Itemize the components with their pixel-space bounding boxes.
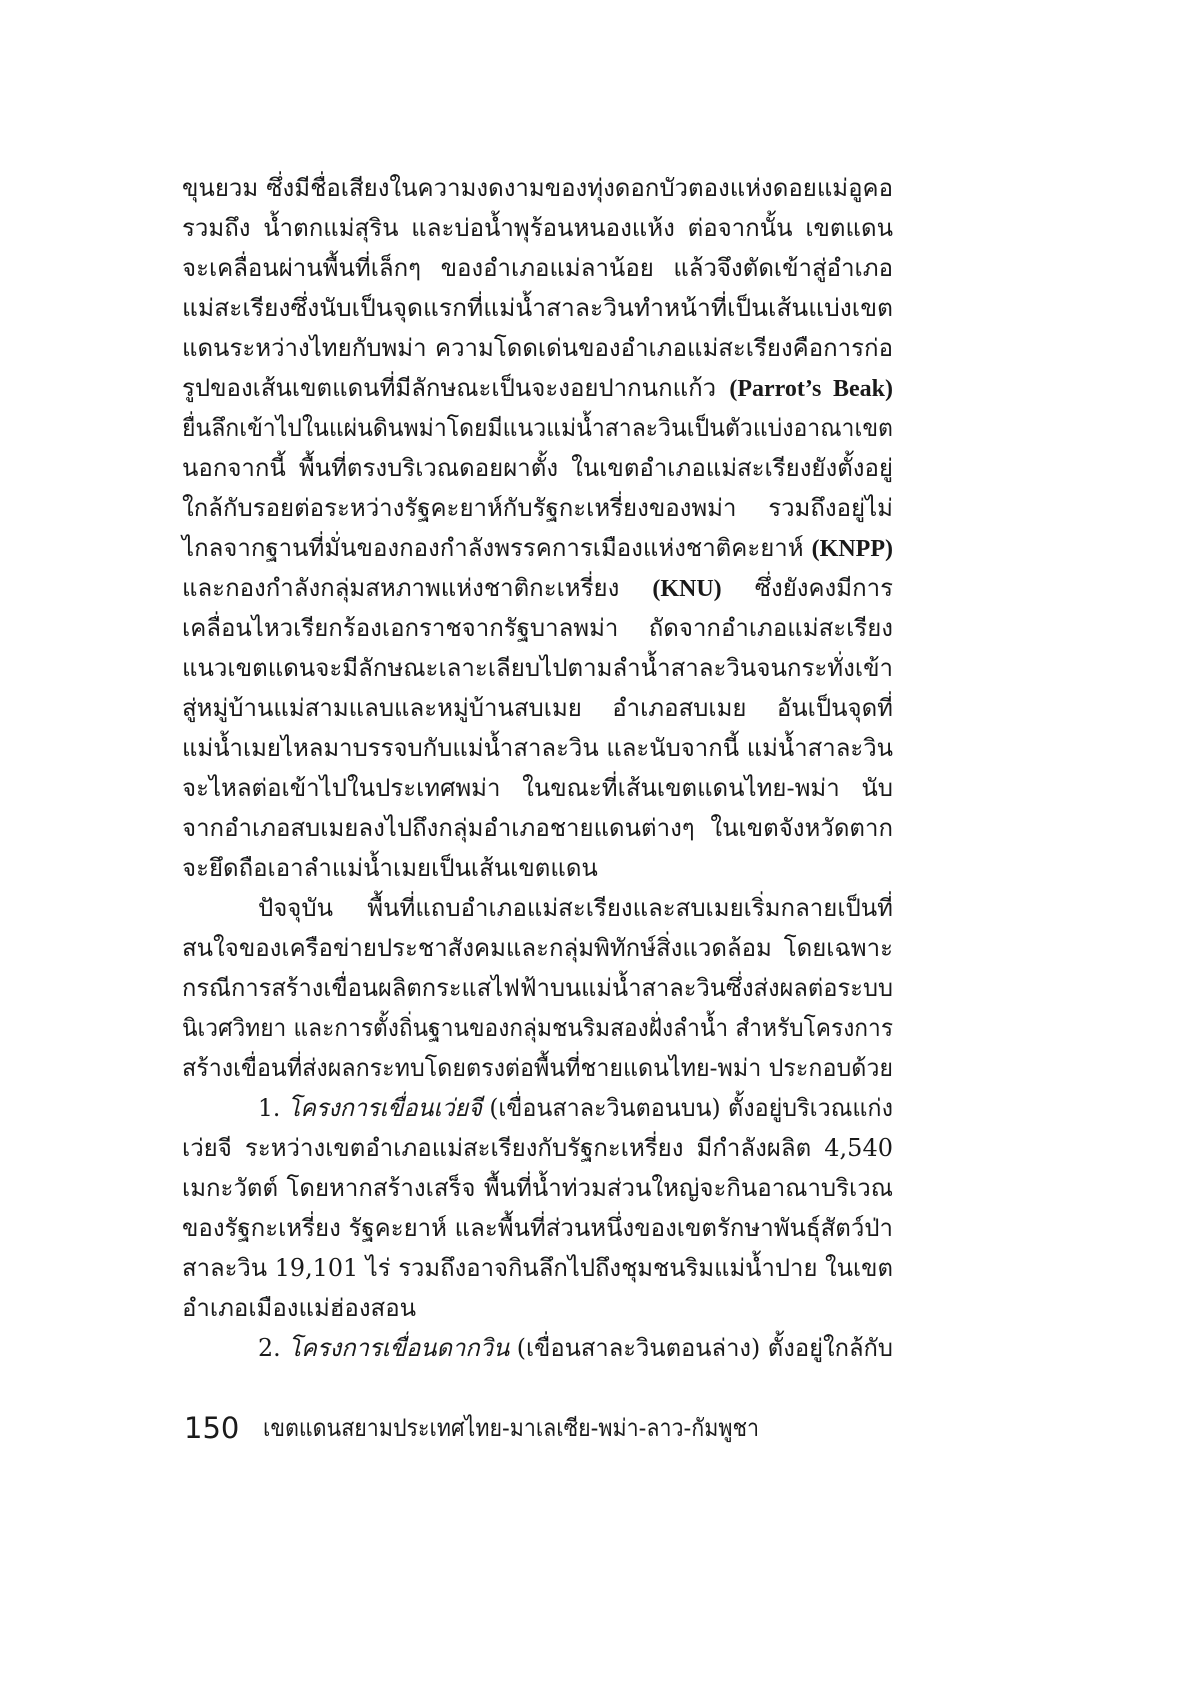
- line-text-thai: รูปของเส้นเขตแดนที่มีลักษณะเป็นจะงอยปากนกแก้ว: [182, 374, 730, 402]
- line-text-thai: ซึ่งยังคงมีการ: [721, 574, 893, 602]
- line-text: นอกจากนี้ พื้นที่ตรงบริเวณดอยผาตั้ง ในเขตอำเภอแม่สะเรียงยังตั้งอยู่: [182, 454, 893, 482]
- text-line: [182, 688, 893, 728]
- text-line: [182, 208, 893, 248]
- text-line: [182, 848, 893, 888]
- text-line: [182, 288, 893, 328]
- line-text: จะเคลื่อนผ่านพื้นที่เล็กๆ ของอำเภอแม่ลาน้อย แล้วจึงตัดเข้าสู่อำเภอ: [182, 254, 893, 282]
- text-line: [182, 1008, 893, 1048]
- line-text: เคลื่อนไหวเรียกร้องเอกราชจากรัฐบาลพม่า ถัดจากอำเภอแม่สะเรียง: [182, 614, 893, 642]
- text-line: [182, 1168, 893, 1208]
- latin-term: (Parrot’s Beak): [729, 376, 893, 402]
- paragraph: [182, 1328, 893, 1368]
- body-text: [182, 168, 893, 1368]
- text-line: [182, 368, 893, 408]
- paragraph: [182, 1088, 893, 1328]
- line-text: เมกะวัตต์ โดยหากสร้างเสร็จ พื้นที่น้ำท่วมส่วนใหญ่จะกินอาณาบริเวณ: [182, 1174, 893, 1202]
- text-line: [182, 488, 893, 528]
- list-number: 2.: [258, 1334, 289, 1362]
- text-line: [182, 328, 893, 368]
- line-text-thai: และกองกำลังกลุ่มสหภาพแห่งชาติกะเหรี่ยง: [182, 574, 653, 602]
- project-title: โครงการเขื่อนดากวิน: [288, 1334, 510, 1362]
- line-text: อำเภอเมืองแม่ฮ่องสอน: [182, 1294, 417, 1322]
- line-text: สู่หมู่บ้านแม่สามแลบและหมู่บ้านสบเมย อำเภอสบเมย อันเป็นจุดที่: [182, 694, 893, 722]
- line-text-thai: (เขื่อนสาละวินตอนบน) ตั้งอยู่บริเวณแก่ง: [481, 1094, 893, 1122]
- line-text: ใกล้กับรอยต่อระหว่างรัฐคะยาห์กับรัฐกะเหรี่ยงของพม่า รวมถึงอยู่ไม่: [182, 494, 893, 522]
- list-number: 1.: [258, 1094, 288, 1122]
- text-line: [182, 728, 893, 768]
- line-text: แม่น้ำเมยไหลมาบรรจบกับแม่น้ำสาละวิน และนับจากนี้ แม่น้ำสาละวิน: [182, 734, 894, 762]
- text-line: [182, 168, 893, 208]
- line-text: [258, 1328, 893, 1368]
- latin-acronym: (KNU): [652, 576, 722, 602]
- latin-acronym: (KNPP): [811, 536, 893, 562]
- text-line: [182, 1208, 893, 1248]
- line-text: เว่ยจี ระหว่างเขตอำเภอแม่สะเรียงกับรัฐกะเหรี่ยง มีกำลังผลิต 4,540: [182, 1134, 893, 1162]
- line-text: จะไหลต่อเข้าไปในประเทศพม่า ในขณะที่เส้นเขตแดนไทย-พม่า นับ: [182, 774, 893, 802]
- line-text: แม่สะเรียงซึ่งนับเป็นจุดแรกที่แม่น้ำสาละวินทำหน้าที่เป็นเส้นแบ่งเขต: [182, 294, 894, 322]
- line-text: ยื่นลึกเข้าไปในแผ่นดินพม่าโดยมีแนวแม่น้ำสาละวินเป็นตัวแบ่งอาณาเขต: [182, 414, 893, 442]
- text-line: [182, 408, 893, 448]
- line-text: [258, 1088, 893, 1128]
- line-text-thai: (เขื่อนสาละวินตอนล่าง) ตั้งอยู่ใกล้กับ: [509, 1334, 893, 1362]
- text-line: [182, 1288, 893, 1328]
- text-line: [182, 888, 893, 928]
- running-footer: [184, 1408, 819, 1448]
- text-line: [182, 1088, 893, 1128]
- paragraph: [182, 168, 893, 888]
- line-text: จะยึดถือเอาลำแม่น้ำเมยเป็นเส้นเขตแดน: [182, 854, 598, 882]
- text-line: [182, 1248, 893, 1288]
- text-line: [182, 808, 893, 848]
- text-line: [182, 1328, 893, 1368]
- line-text: กรณีการสร้างเขื่อนผลิตกระแสไฟฟ้าบนแม่น้ำสาละวินซึ่งส่งผลต่อระบบ: [182, 974, 894, 1002]
- line-text: [182, 568, 893, 609]
- line-text: ขุนยวม ซึ่งมีชื่อเสียงในความงดงามของทุ่งดอกบัวตองแห่งดอยแม่อูคอ: [182, 174, 893, 202]
- line-text: [182, 528, 893, 569]
- page-number: 150: [184, 1411, 240, 1445]
- paragraph: [182, 888, 893, 1088]
- line-text: แนวเขตแดนจะมีลักษณะเลาะเลียบไปตามลำน้ำสาละวินจนกระทั่งเข้า: [182, 654, 894, 682]
- line-text: นิเวศวิทยา และการตั้งถิ่นฐานของกลุ่มชนริมสองฝั่งลำน้ำ สำหรับโครงการ: [182, 1014, 894, 1042]
- line-text: ของรัฐกะเหรี่ยง รัฐคะยาห์ และพื้นที่ส่วนหนึ่งของเขตรักษาพันธุ์สัตว์ป่า: [182, 1214, 894, 1242]
- text-line: [182, 568, 893, 608]
- line-text: สนใจของเครือข่ายประชาสังคมและกลุ่มพิทักษ์สิ่งแวดล้อม โดยเฉพาะ: [182, 934, 893, 962]
- line-text: สร้างเขื่อนที่ส่งผลกระทบโดยตรงต่อพื้นที่ชายแดนไทย-พม่า ประกอบด้วย: [182, 1054, 894, 1082]
- text-line: [182, 768, 893, 808]
- text-line: [182, 608, 893, 648]
- line-text: ปัจจุบัน พื้นที่แถบอำเภอแม่สะเรียงและสบเมยเริ่มกลายเป็นที่: [258, 894, 893, 922]
- line-text: [182, 368, 893, 409]
- line-text: สาละวิน 19,101 ไร่ รวมถึงอาจกินลึกไปถึงชุมชนริมแม่น้ำปาย ในเขต: [182, 1254, 893, 1282]
- text-line: [182, 1048, 893, 1088]
- line-text: จากอำเภอสบเมยลงไปถึงกลุ่มอำเภอชายแดนต่างๆ ในเขตจังหวัดตาก: [182, 814, 893, 842]
- line-text: แดนระหว่างไทยกับพม่า ความโดดเด่นของอำเภอแม่สะเรียงคือการก่อ: [182, 334, 893, 362]
- text-line: [182, 1128, 893, 1168]
- project-title: โครงการเขื่อนเว่ยจี: [287, 1094, 482, 1122]
- text-line: [182, 448, 893, 488]
- text-line: [182, 968, 893, 1008]
- text-line: [182, 528, 893, 568]
- text-line: [182, 648, 893, 688]
- line-text-thai: ไกลจากฐานที่มั่นของกองกำลังพรรคการเมืองแห่งชาติคะยาห์: [182, 534, 812, 562]
- text-line: [182, 248, 893, 288]
- book-title: เขตแดนสยามประเทศไทย-มาเลเซีย-พม่า-ลาว-กัมพูชา: [263, 1414, 760, 1442]
- line-text: รวมถึง น้ำตกแม่สุริน และบ่อน้ำพุร้อนหนองแห้ง ต่อจากนั้น เขตแดน: [182, 214, 893, 242]
- text-line: [182, 928, 893, 968]
